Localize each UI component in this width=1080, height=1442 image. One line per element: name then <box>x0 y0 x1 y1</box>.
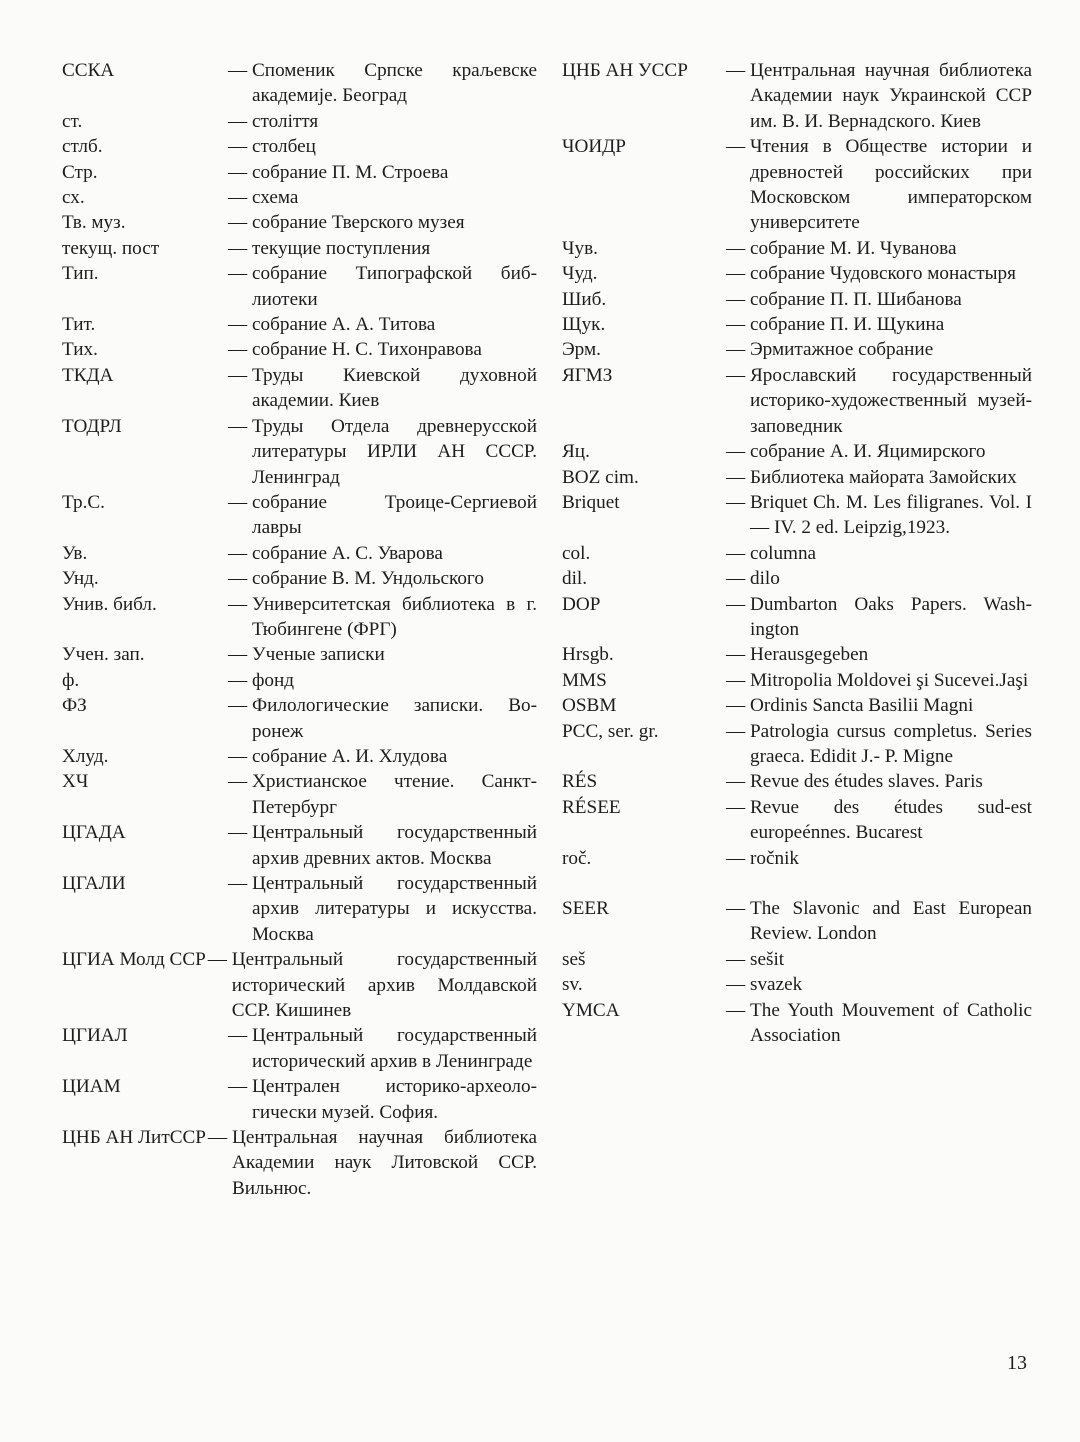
abbreviation-definition: Ярославский государственный историко-художественный музей-заповедник <box>750 364 1032 437</box>
abbreviation-term: Тр.С. <box>62 491 105 513</box>
abbreviation-term: ХЧ <box>62 771 89 793</box>
abbreviation-definition: фонд <box>252 669 295 691</box>
abbreviation-entry <box>62 592 537 643</box>
abbreviations-left-column <box>62 58 537 1201</box>
abbreviation-dash: — <box>228 568 248 590</box>
abbreviation-dash: — <box>228 771 248 793</box>
abbreviation-definition: columna <box>750 542 817 564</box>
abbreviation-definition: Центральная научная библиотека Академии наук Литовской ССР. Вильнюс. <box>231 1127 537 1199</box>
abbreviation-term: Тип. <box>62 263 99 285</box>
abbreviation-definition: Университетская библиотека в г. Тюбингене (ФРГ) <box>252 593 537 640</box>
abbreviation-term: ЦГИАЛ <box>62 1025 128 1047</box>
abbreviation-dash: — <box>228 542 248 564</box>
abbreviation-definition: svazek <box>750 974 803 996</box>
abbreviation-definition: Труды Киевской духовной академии. Киев <box>252 364 537 412</box>
abbreviation-definition: Центральный государственный исторический архив Молдавской ССР. Кишинев <box>231 949 537 1022</box>
abbreviation-dash: — <box>726 948 746 970</box>
abbreviation-definition: собрание Типографской библиотеки <box>252 263 537 310</box>
abbreviation-dash: — <box>228 136 248 158</box>
abbreviation-definition: sešit <box>750 948 785 970</box>
abbreviation-entry <box>562 795 1032 846</box>
abbreviation-definition: The Youth Mouvement of Catholic Association <box>750 999 1032 1047</box>
abbreviation-entry <box>562 947 1032 972</box>
abbreviation-entry <box>562 642 1032 667</box>
abbreviation-term: Hrsgb. <box>562 644 614 666</box>
abbreviation-entry <box>562 846 1032 871</box>
abbreviation-term: текущ. пост <box>62 237 160 259</box>
abbreviation-entry <box>62 109 537 134</box>
abbreviation-dash: — <box>726 695 746 717</box>
abbreviation-entry <box>562 769 1032 794</box>
abbreviation-term: Тит. <box>62 314 96 336</box>
abbreviation-definition: Ordinis Sancta Basilii Magni <box>750 695 974 717</box>
abbreviation-term: roč. <box>562 847 592 869</box>
abbreviation-dash: — <box>228 822 248 844</box>
abbreviation-entry <box>562 719 1032 770</box>
abbreviation-entry <box>562 592 1032 643</box>
abbreviation-term: ст. <box>62 110 83 132</box>
abbreviation-entry <box>62 490 537 541</box>
abbreviation-term: Унив. библ. <box>62 593 157 615</box>
abbreviations-right-column <box>562 58 1032 1048</box>
abbreviation-term: ЦГИА Молд ССР <box>62 949 206 971</box>
abbreviation-entry <box>62 312 537 337</box>
abbreviation-dash: — <box>228 415 248 437</box>
abbreviation-dash: — <box>726 339 746 361</box>
abbreviation-dash: — <box>726 288 746 310</box>
abbreviation-dash: — <box>726 796 746 818</box>
abbreviation-entry <box>62 1023 537 1074</box>
abbreviation-dash: — <box>228 593 248 615</box>
abbreviation-definition: схема <box>252 187 299 209</box>
abbreviation-entry <box>62 185 537 210</box>
abbreviation-definition: собрание Н. С. Тихонравова <box>252 339 482 361</box>
abbreviation-definition: собрание П. М. Строева <box>252 161 449 183</box>
abbreviation-definition: Briquet Ch. M. Les filigranes. Vol. I — IV. 2 ed. Leipzig,1923. <box>750 491 1032 539</box>
abbreviation-entry <box>562 439 1032 464</box>
abbreviation-definition: Центральная научная библиотека Академии наук Украинской ССР им. В. И. Вернадского. Киев <box>750 60 1032 132</box>
abbreviation-entry <box>62 236 537 261</box>
abbreviation-term: col. <box>562 542 591 564</box>
abbreviation-term: Briquet <box>562 491 620 513</box>
abbreviation-entry <box>562 465 1032 490</box>
abbreviation-entry <box>562 363 1032 439</box>
abbreviation-entry <box>62 668 537 693</box>
abbreviation-dash: — <box>228 161 248 183</box>
abbreviation-term: ФЗ <box>62 695 87 717</box>
abbreviation-dash: — <box>228 314 248 336</box>
abbreviation-entry <box>62 160 537 185</box>
abbreviation-dash: — <box>228 263 248 285</box>
abbreviation-term: Стр. <box>62 161 98 183</box>
abbreviation-definition: століття <box>252 110 319 132</box>
abbreviation-definition: Централен историко-археологически музей. София. <box>252 1076 537 1123</box>
abbreviation-definition: Труды Отдела древнерусской литературы ИРЛИ АН СССР. Ленинград <box>252 415 537 488</box>
abbreviation-term: ЯГМЗ <box>562 364 613 386</box>
abbreviation-term: sv. <box>562 974 583 996</box>
abbreviation-definition: Эрмитажное собрание <box>750 339 934 361</box>
abbreviation-entry <box>62 261 537 312</box>
abbreviation-entry <box>562 566 1032 591</box>
abbreviation-entry <box>62 947 537 1023</box>
abbreviation-dash: — <box>726 263 746 285</box>
abbreviation-definition: Центральный государственный архив древних актов. Москва <box>252 822 537 869</box>
abbreviation-entry <box>62 363 537 414</box>
abbreviation-definition: Mitropolia Moldovei şi Sucevei.Jaşi <box>750 669 1029 691</box>
abbreviation-term: Шиб. <box>562 288 607 310</box>
abbreviation-dash: — <box>726 136 746 158</box>
abbreviation-definition: собрание Чудовского монастыря <box>750 263 1016 285</box>
abbreviation-dash: — <box>726 237 746 259</box>
abbreviation-definition: столбец <box>252 136 316 158</box>
abbreviation-entry <box>62 769 537 820</box>
abbreviation-definition: Библиотека майората Замойских <box>750 466 1017 488</box>
abbreviation-term: Хлуд. <box>62 745 109 767</box>
abbreviation-entry <box>62 414 537 490</box>
abbreviation-term: ф. <box>62 669 80 691</box>
abbreviation-definition: собрание П. П. Шибанова <box>750 288 962 310</box>
abbreviation-definition: собрание М. И. Чуванова <box>750 237 957 259</box>
abbreviation-term: ЧОИДР <box>562 136 626 158</box>
abbreviation-dash: — <box>228 187 248 209</box>
abbreviation-dash: — <box>228 669 248 691</box>
abbreviation-term: PCC, ser. gr. <box>562 720 659 742</box>
abbreviation-definition: собрание Троице-Сергиевой лавры <box>252 491 537 539</box>
abbreviation-entry <box>562 312 1032 337</box>
abbreviation-term: ЦГАЛИ <box>62 873 126 894</box>
abbreviation-dash: — <box>726 898 746 919</box>
abbreviation-entry <box>62 820 537 871</box>
abbreviation-term: ЦИАМ <box>62 1076 121 1098</box>
abbreviation-entry <box>562 896 1032 947</box>
abbreviation-term: ССКА <box>62 60 115 81</box>
abbreviation-dash: — <box>228 212 248 234</box>
abbreviation-dash: — <box>726 974 746 996</box>
abbreviation-term: сх. <box>62 187 85 209</box>
abbreviation-term: dil. <box>562 568 588 590</box>
abbreviation-dash: — <box>228 491 248 513</box>
abbreviation-entry <box>62 1074 537 1125</box>
abbreviation-definition: собрание П. И. Щукина <box>750 314 945 336</box>
abbreviation-entry <box>562 972 1032 997</box>
abbreviation-entry <box>62 871 537 947</box>
abbreviation-entry <box>562 541 1032 566</box>
abbreviation-term: Ув. <box>62 542 88 564</box>
abbreviation-entry <box>562 58 1032 134</box>
abbreviation-definition: ročnik <box>750 847 800 869</box>
abbreviation-term: Чув. <box>562 237 598 259</box>
abbreviation-term: ЦНБ АН ЛитССР <box>62 1127 206 1149</box>
abbreviation-dash: — <box>726 441 746 463</box>
abbreviation-term: Тв. муз. <box>62 212 126 234</box>
abbreviation-dash: — <box>726 466 746 488</box>
abbreviation-dash: — <box>228 644 248 666</box>
abbreviation-term: BOZ cim. <box>562 466 639 488</box>
abbreviation-definition: Филологические записки. Воронеж <box>252 695 537 742</box>
abbreviation-dash: — <box>228 745 248 767</box>
abbreviation-dash: — <box>726 491 746 513</box>
abbreviation-definition: собрание А. А. Титова <box>252 314 436 336</box>
abbreviation-definition: Чтения в Обществе истории и древностей российских при Московском императорском университете <box>750 136 1032 234</box>
abbreviation-dash: — <box>726 669 746 691</box>
abbreviation-term: ТОДРЛ <box>62 415 122 437</box>
abbreviation-dash: — <box>228 1025 248 1047</box>
abbreviation-definition: собрание А. И. Хлудова <box>252 745 448 767</box>
abbreviation-dash: — <box>228 695 248 717</box>
abbreviation-definition: Revue des études slaves. Paris <box>750 771 983 793</box>
abbreviation-dash: — <box>726 999 746 1021</box>
abbreviation-dash: — <box>228 110 248 132</box>
abbreviation-entry <box>62 58 537 109</box>
abbreviation-definition: The Slavonic and East European Review. London <box>750 898 1032 945</box>
abbreviation-dash: — <box>726 542 746 564</box>
abbreviation-definition: Revue des études sud-est europeénnes. Bucarest <box>750 796 1032 844</box>
abbreviation-dash: — <box>228 60 248 81</box>
abbreviation-dash: — <box>726 771 746 793</box>
abbreviation-definition: Patrologia cursus completus. Series graeca. Edidit J.- P. Migne <box>750 720 1032 767</box>
abbreviation-term: MMS <box>562 669 607 691</box>
abbreviation-definition: Herausgegeben <box>750 644 869 666</box>
abbreviation-term: ЦНБ АН УССР <box>562 60 688 81</box>
abbreviation-dash: — <box>228 364 248 386</box>
abbreviation-dash: — <box>207 949 227 971</box>
abbreviation-term: Тих. <box>62 339 98 361</box>
abbreviation-entry <box>562 490 1032 541</box>
abbreviation-term: Унд. <box>62 568 99 590</box>
abbreviation-entry <box>562 693 1032 718</box>
abbreviation-dash: — <box>726 314 746 336</box>
abbreviation-dash: — <box>726 847 746 869</box>
abbreviation-definition: Центральный государственный исторический архив в Ленинграде <box>252 1025 537 1072</box>
abbreviation-term: Учен. зап. <box>62 644 145 666</box>
abbreviation-term: ЦГАДА <box>62 822 126 844</box>
abbreviation-dash: — <box>228 873 248 894</box>
abbreviation-definition: Ученые записки <box>252 644 385 666</box>
abbreviation-definition: Dumbarton Oaks Papers. Washington <box>750 593 1032 640</box>
abbreviation-entry <box>562 134 1032 236</box>
abbreviation-term: OSBM <box>562 695 617 717</box>
abbreviation-dash: — <box>207 1127 228 1149</box>
abbreviation-entry <box>562 261 1032 286</box>
abbreviation-entry <box>62 210 537 235</box>
abbreviation-entry <box>562 236 1032 261</box>
abbreviation-dash: — <box>726 60 746 81</box>
abbreviation-dash: — <box>228 237 248 259</box>
abbreviation-entry <box>62 1125 537 1201</box>
abbreviation-definition: собрание А. С. Уварова <box>252 542 443 564</box>
abbreviation-term: ТКДА <box>62 364 114 386</box>
abbreviation-term: RÉS <box>562 771 598 793</box>
abbreviation-entry <box>562 998 1032 1049</box>
abbreviation-entry <box>562 337 1032 362</box>
abbreviation-term: Чуд. <box>562 263 598 285</box>
abbreviation-dash: — <box>228 339 248 361</box>
abbreviation-definition: Споменик Српске краљевске академије. Београд <box>252 60 537 107</box>
abbreviation-term: DOP <box>562 593 601 615</box>
abbreviation-definition: Центральный государственный архив литературы и искусства. Москва <box>252 873 537 945</box>
abbreviation-dash: — <box>726 568 746 590</box>
abbreviation-term: seš <box>562 948 586 970</box>
abbreviation-entry <box>62 541 537 566</box>
abbreviation-term: SEER <box>562 898 609 919</box>
abbreviation-entry <box>62 566 537 591</box>
abbreviation-entry <box>62 642 537 667</box>
page-number: 13 <box>1007 1352 1027 1374</box>
abbreviation-dash: — <box>726 364 746 386</box>
abbreviation-definition: собрание А. И. Яцимирского <box>750 441 986 463</box>
abbreviation-entry <box>62 134 537 159</box>
abbreviation-definition: Христианское чтение. Санкт-Петербург <box>252 771 537 818</box>
abbreviation-definition: собрание Тверского музея <box>252 212 465 234</box>
abbreviation-entry <box>62 337 537 362</box>
abbreviation-term: RÉSEE <box>562 796 621 818</box>
abbreviation-entry <box>562 287 1032 312</box>
abbreviation-term: стлб. <box>62 136 103 158</box>
abbreviation-dash: — <box>726 644 746 666</box>
abbreviation-entry <box>62 693 537 744</box>
abbreviation-term: YMCA <box>562 999 620 1021</box>
abbreviation-definition: собрание В. М. Ундольского <box>252 568 484 590</box>
abbreviation-entry <box>562 668 1032 693</box>
abbreviation-term: Яц. <box>562 441 590 463</box>
abbreviation-definition: dilo <box>750 568 780 590</box>
abbreviation-definition: текущие поступления <box>252 237 431 259</box>
abbreviation-term: Щук. <box>562 314 606 336</box>
abbreviation-dash: — <box>228 1076 248 1098</box>
abbreviation-term: Эрм. <box>562 339 601 361</box>
abbreviation-entry <box>62 744 537 769</box>
abbreviation-dash: — <box>726 720 746 742</box>
abbreviation-dash: — <box>726 593 746 615</box>
